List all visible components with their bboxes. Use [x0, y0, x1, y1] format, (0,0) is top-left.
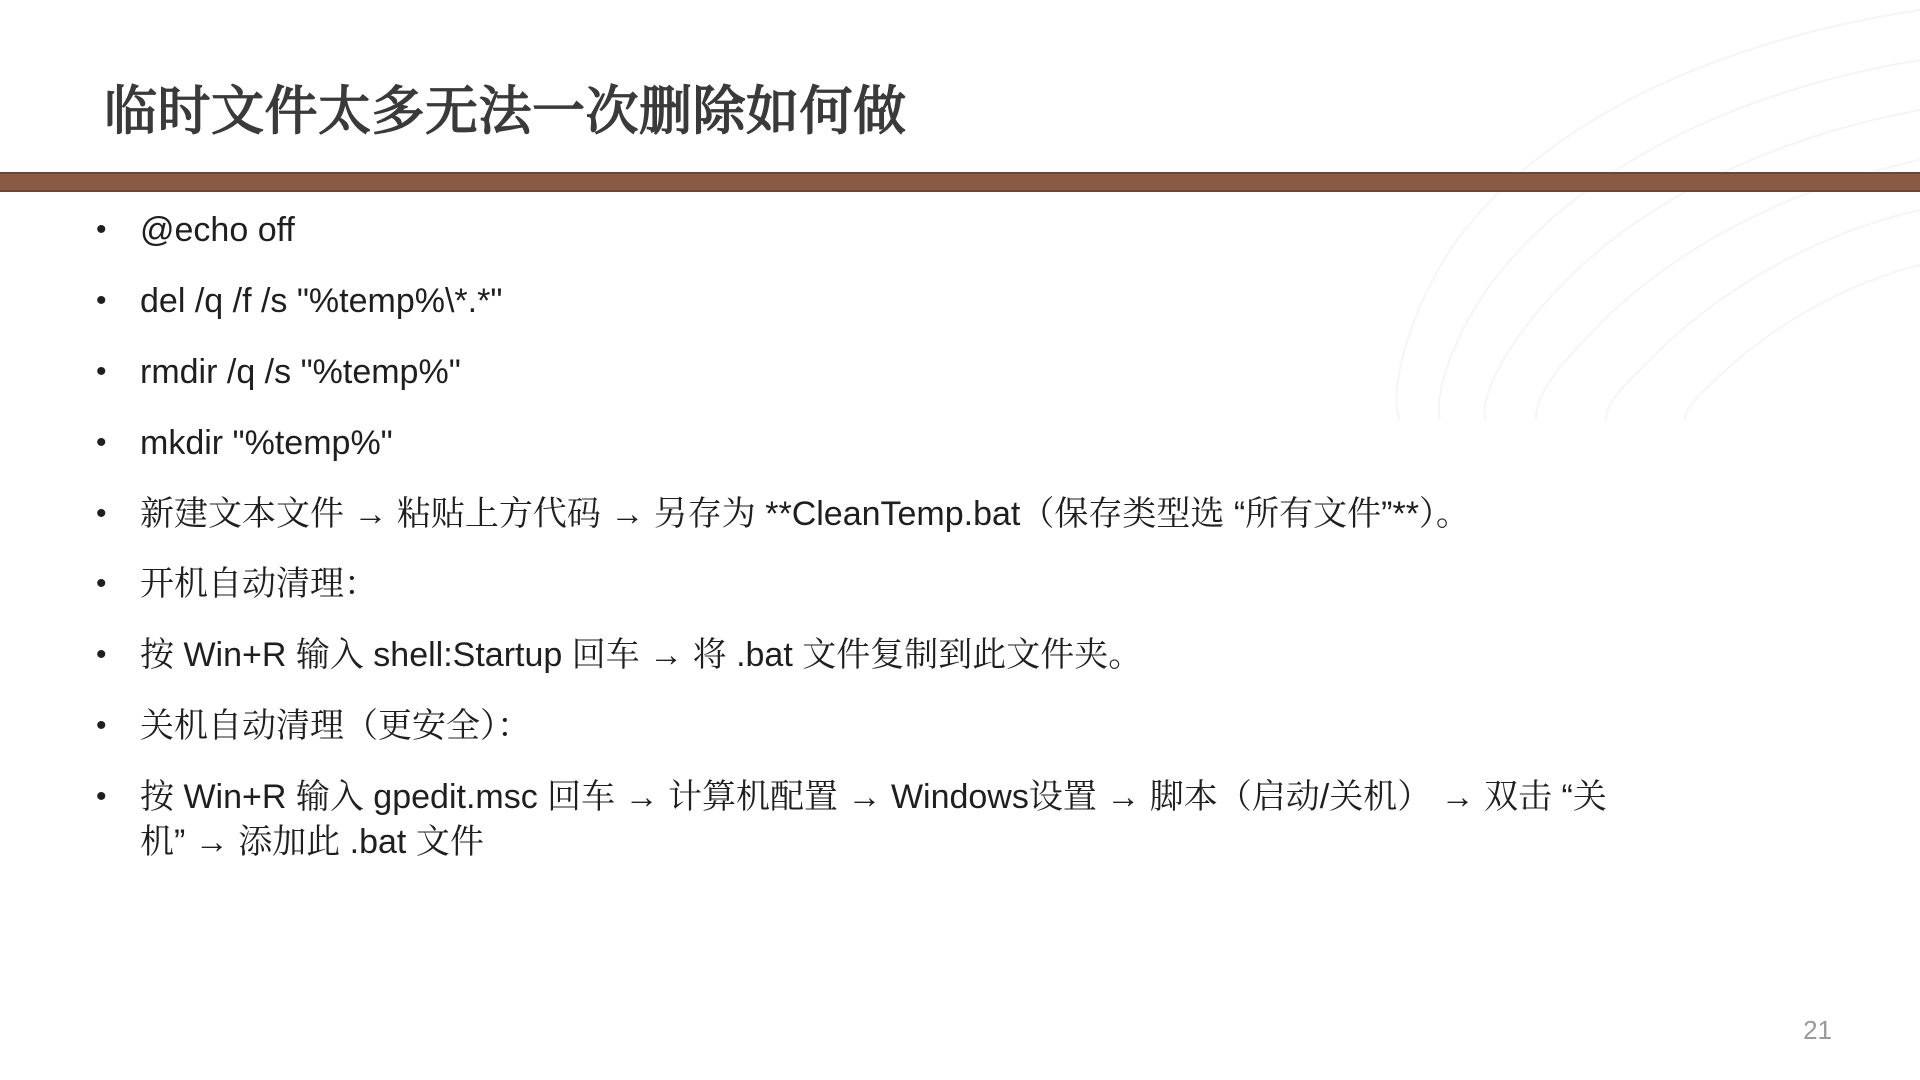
slide-title-area	[104, 62, 1804, 162]
list-item-text: 按 Win+R 输入 shell:Startup 回车 → 将 .bat 文件复制到此文件夹。	[140, 636, 1143, 675]
bullet-marker: •	[96, 638, 107, 672]
list-item	[96, 350, 1856, 395]
bullet-list	[96, 208, 1856, 891]
list-item-text: del /q /f /s "%temp%\*.*"	[140, 281, 503, 320]
list-item	[96, 562, 1856, 607]
bullet-marker: •	[96, 496, 107, 530]
bullet-marker: •	[96, 213, 107, 246]
bullet-marker: •	[96, 780, 107, 813]
bullet-marker: •	[96, 354, 107, 388]
bullet-marker: •	[96, 567, 107, 601]
page-title: 临时文件太多无法一次删除如何做	[104, 81, 907, 141]
list-item	[96, 704, 1856, 749]
bullet-marker: •	[96, 425, 107, 459]
list-item-text: mkdir "%temp%"	[140, 423, 393, 462]
list-item	[96, 208, 1856, 253]
list-item	[96, 421, 1856, 466]
title-divider	[0, 172, 1920, 192]
list-item-text: 开机自动清理：	[140, 565, 378, 604]
list-item	[96, 633, 1856, 678]
list-item-text: rmdir /q /s "%temp%"	[140, 352, 461, 391]
list-item-text: @echo off	[140, 211, 295, 249]
list-item-text: 新建文本文件 → 粘贴上方代码 → 另存为 **CleanTemp.bat（保存类型选 “所有文件”**）。	[140, 494, 1470, 533]
list-item	[96, 492, 1856, 537]
list-item	[96, 279, 1856, 324]
bullet-marker: •	[96, 283, 107, 317]
bullet-marker: •	[96, 709, 107, 743]
list-item-text: 按 Win+R 输入 gpedit.msc 回车 → 计算机配置 → Windows设置 → 脚本（启动/关机） → 双击 “关机” → 添加此 .bat 文件	[140, 778, 1607, 861]
list-item	[96, 775, 1856, 865]
page-number: 21	[1803, 1015, 1832, 1045]
list-item-text: 关机自动清理（更安全）：	[140, 707, 531, 746]
